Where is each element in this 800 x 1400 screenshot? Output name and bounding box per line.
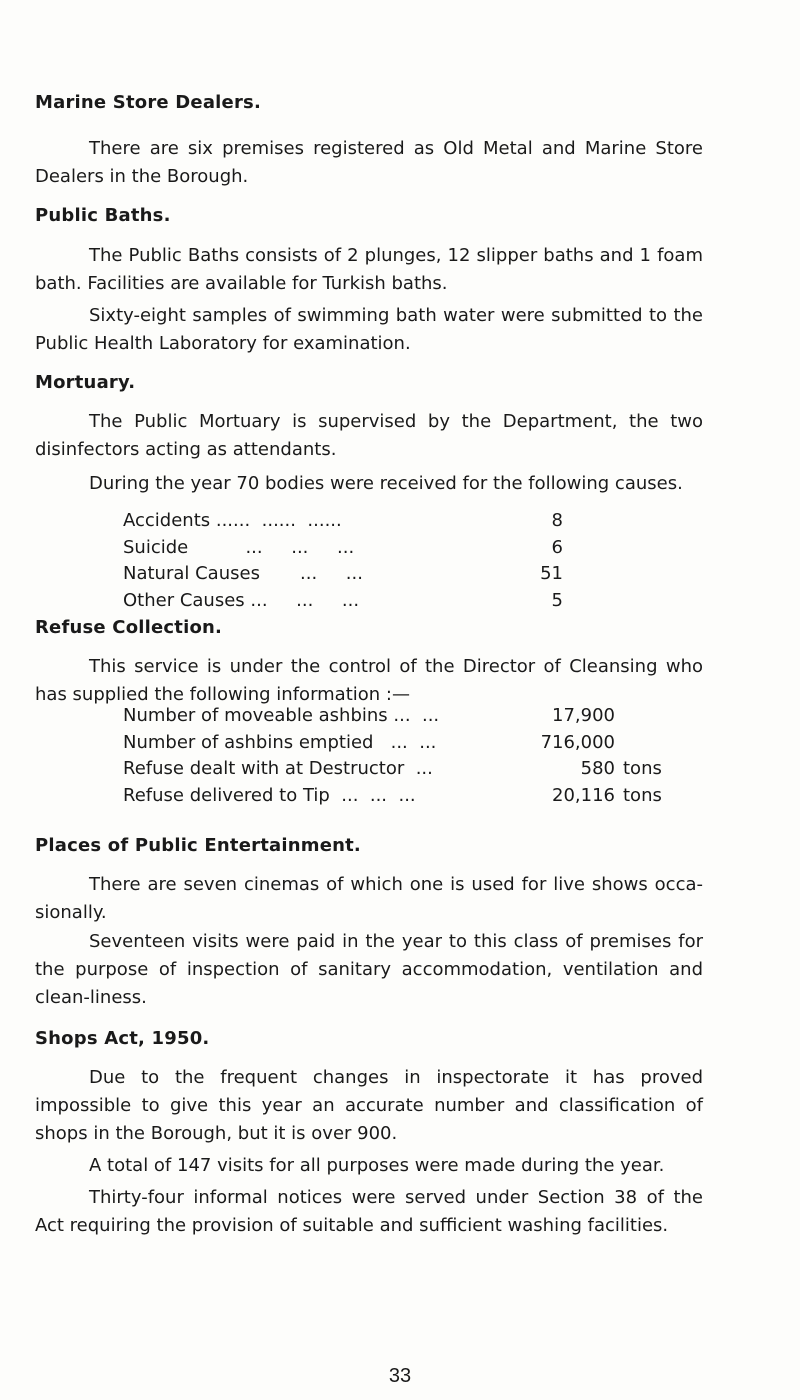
- heading-mortuary: Mortuary.: [35, 372, 136, 393]
- paragraph-entertainment-2: Seventeen visits were paid in the year to this class of premises for the purpose of inspection of sanitary accommodation, ventilation and clean-liness.: [35, 931, 703, 1008]
- paragraph-mortuary-1: The Public Mortuary is supervised by the Department, the two disinfectors acting as attendants.: [35, 411, 703, 460]
- paragraph-mortuary-2: During the year 70 bodies were received for the following causes.: [89, 473, 683, 494]
- page-number: 33: [388, 1365, 412, 1387]
- refuse-table: [123, 703, 683, 809]
- table-row: [123, 730, 683, 757]
- refuse-label: Refuse dealt with at Destructor ...: [123, 758, 433, 779]
- paragraph-shops-1: Due to the frequent changes in inspectorate it has proved impossible to give this year an accurate number and classification of shops in the Borough, but it is over 900.: [35, 1067, 703, 1144]
- paragraph-entertainment-1: There are seven cinemas of which one is used for live shows occa-sionally.: [35, 874, 703, 923]
- heading-shops-act: Shops Act, 1950.: [35, 1028, 210, 1049]
- paragraph-shops-3: Thirty-four informal notices were served under Section 38 of the Act requiring the provision of suitable and sufficient washing facilities.: [35, 1187, 703, 1236]
- refuse-value: 17,900: [552, 705, 615, 726]
- refuse-label: Refuse delivered to Tip ... ... ...: [123, 784, 416, 806]
- paragraph-marine-1: There are six premises registered as Old Metal and Marine Store Dealers in the Borough.: [35, 138, 703, 187]
- refuse-value: 716,000: [540, 731, 615, 753]
- refuse-label: Number of moveable ashbins ... ...: [123, 705, 440, 726]
- cause-label: Other Causes ... ... ...: [123, 589, 360, 611]
- cause-label: Accidents ...... ...... ......: [123, 510, 342, 531]
- table-row: [123, 783, 683, 810]
- table-row: [123, 508, 563, 535]
- cause-value: 5: [551, 589, 563, 611]
- cause-label: Natural Causes ... ...: [123, 563, 363, 584]
- refuse-unit: tons: [623, 758, 662, 779]
- refuse-label: Number of ashbins emptied ... ...: [123, 731, 437, 753]
- refuse-value: 580: [580, 758, 615, 779]
- cause-value: 6: [551, 536, 563, 558]
- heading-public-baths: Public Baths.: [35, 205, 171, 226]
- table-row: [123, 588, 563, 615]
- table-row: [123, 703, 683, 730]
- cause-value: 8: [551, 510, 563, 531]
- heading-public-entertainment: Places of Public Entertainment.: [35, 835, 361, 856]
- table-row: [123, 561, 563, 588]
- paragraph-refuse-1: This service is under the control of the Director of Cleansing who has supplied the following information :—: [35, 656, 703, 705]
- refuse-value: 20,116: [552, 784, 615, 806]
- cause-value: 51: [540, 563, 563, 584]
- paragraph-shops-2: A total of 147 visits for all purposes were made during the year.: [89, 1155, 665, 1176]
- paragraph-baths-2: Sixty-eight samples of swimming bath water were submitted to the Public Health Laboratory for examination.: [35, 305, 703, 354]
- table-row: [123, 756, 683, 783]
- table-row: [123, 535, 563, 562]
- heading-marine-store-dealers: Marine Store Dealers.: [35, 92, 261, 113]
- heading-refuse-collection: Refuse Collection.: [35, 617, 223, 638]
- refuse-unit: tons: [623, 784, 662, 806]
- cause-label: Suicide ... ... ...: [123, 536, 355, 558]
- paragraph-baths-1: The Public Baths consists of 2 plunges, 12 slipper baths and 1 foam bath. Facilities are available for Turkish baths.: [35, 245, 703, 294]
- mortuary-causes-table: [123, 508, 563, 614]
